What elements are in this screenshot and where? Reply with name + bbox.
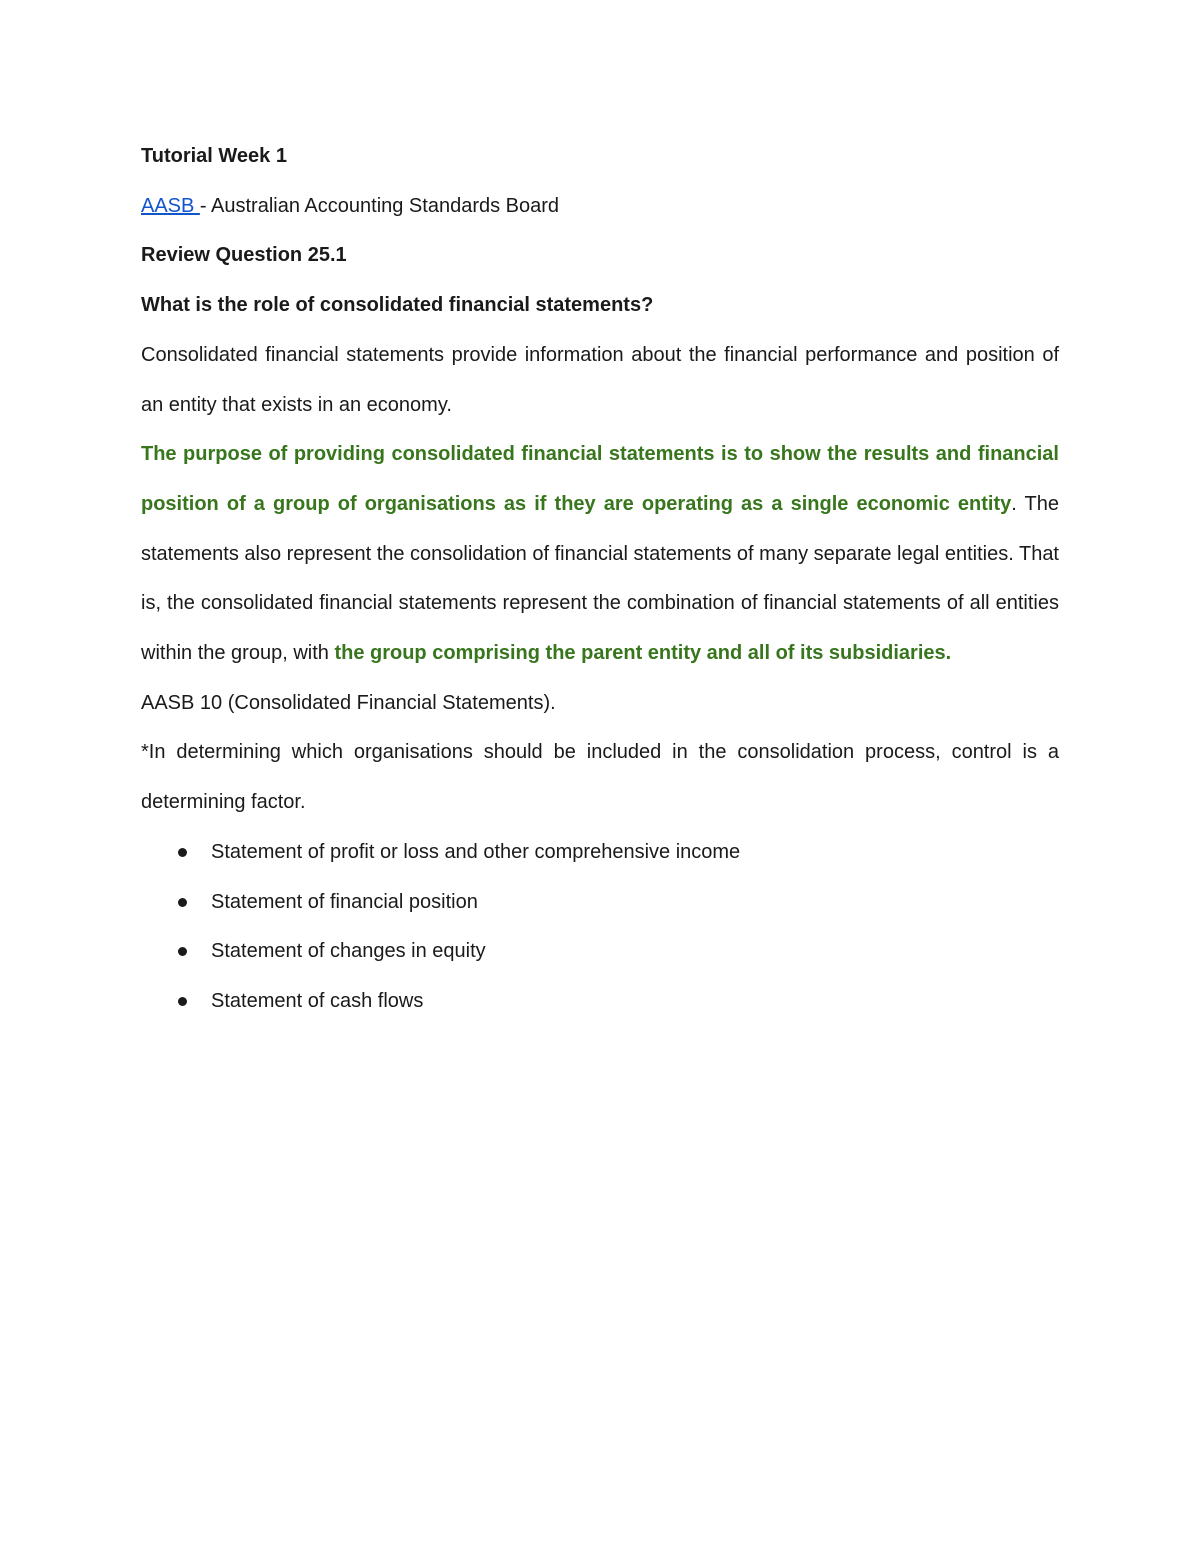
purpose-highlight: The purpose of providing consolidated financial statements is to show the results and financial position of a group of organisations as if they are operating as a single economic entity bbox=[141, 443, 1059, 515]
review-question-heading: Review Question 25.1 bbox=[141, 244, 347, 267]
bullet-icon bbox=[178, 947, 187, 956]
list-item: Statement of changes in equity bbox=[141, 927, 1059, 977]
statements-list bbox=[141, 828, 1059, 1027]
list-item: Statement of financial position bbox=[141, 878, 1059, 928]
paragraph-1: Consolidated financial statements provide information about the financial performance and position of an entity that exists in an economy. bbox=[141, 343, 1059, 416]
bullet-icon bbox=[178, 848, 187, 857]
aasb-line bbox=[141, 182, 1059, 232]
paragraph-2 bbox=[141, 430, 1059, 679]
control-note: *In determining which organisations should be included in the consolidation process, control is a determining factor. bbox=[141, 741, 1059, 814]
list-item: Statement of cash flows bbox=[141, 977, 1059, 1027]
aasb-link[interactable]: AASB bbox=[141, 194, 200, 217]
aasb-description: - Australian Accounting Standards Board bbox=[199, 194, 560, 217]
bullet-icon bbox=[178, 898, 187, 907]
document-title: Tutorial Week 1 bbox=[141, 145, 287, 167]
group-highlight: the group comprising the parent entity and all of its subsidiaries. bbox=[334, 642, 952, 665]
paragraph-2-body: . The statements also represent the consolidation of financial statements of many separate legal entities. That is, the consolidated financial statements represent the combination of financial statements of all entities within the group, with bbox=[141, 492, 1059, 665]
question-text: What is the role of consolidated financial statements? bbox=[141, 294, 654, 317]
aasb10-reference: AASB 10 (Consolidated Financial Statements). bbox=[141, 691, 556, 714]
bullet-icon bbox=[178, 997, 187, 1006]
document-page bbox=[141, 132, 1059, 1027]
list-item: Statement of profit or loss and other comprehensive income bbox=[141, 828, 1059, 878]
